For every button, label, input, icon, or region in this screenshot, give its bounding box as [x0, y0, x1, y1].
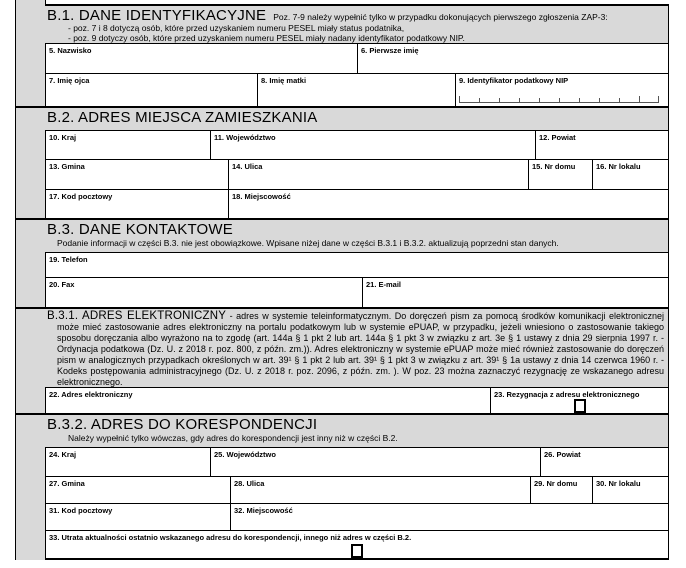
- field-13-label: 13. Gmina: [49, 162, 85, 171]
- field-27-label: 27. Gmina: [49, 479, 85, 488]
- field-32-label: 32. Miejscowość: [234, 506, 293, 515]
- nip-comb-cell: [499, 98, 519, 103]
- field-11-wojewodztwo[interactable]: [210, 130, 536, 160]
- field-5-label: 5. Nazwisko: [49, 46, 92, 55]
- section-b3-header: [15, 218, 669, 252]
- field-10-kraj[interactable]: [45, 130, 211, 160]
- nip-comb-cell: [639, 96, 659, 103]
- section-b2-title: B.2. ADRES MIEJSCA ZAMIESZKANIA: [47, 109, 318, 126]
- field-25-label: 25. Województwo: [214, 450, 276, 459]
- section-b1-header: [15, 6, 669, 43]
- field-23-rezygnacja: [490, 387, 669, 414]
- field-31-kod-pocztowy[interactable]: [45, 503, 231, 531]
- field-21-email[interactable]: [362, 277, 669, 308]
- section-b1-note-2: - poz. 9 dotyczy osób, które przed uzyskaniem numeru PESEL miały nadany identyfikator podatkowy NIP.: [68, 32, 465, 43]
- field-29-nr-domu[interactable]: [530, 476, 593, 504]
- section-b1-note-1: - poz. 7 i 8 dotyczą osób, które przed uzyskaniem numeru PESEL miały status podatnika,: [68, 23, 405, 33]
- field-10-label: 10. Kraj: [49, 133, 77, 142]
- section-b31-title: B.3.1. ADRES ELEKTRONICZNY: [47, 310, 227, 322]
- section-b2-header: [15, 106, 669, 130]
- field-24-kraj[interactable]: [45, 447, 211, 477]
- field-13-gmina[interactable]: [45, 159, 229, 190]
- section-b3-title: B.3. DANE KONTAKTOWE: [47, 221, 233, 238]
- section-b31-body: - adres w systemie teleinformatycznym. Do doręczeń pism za pomocą środków komunikacji elektronicznej może mieć zastosowanie adres elektroniczny na portalu podatkowym lub w systemie ePUAP, w przypadku, jeżeli wniesiono o zastosowanie takiego sposobu doręczania albo wyrażono na to zgodę (art. 144a § 1 pkt 2 lub art. 144a § 1 pkt 3 w związku z art. 3e § 1 ustawy z dnia 29 sierpnia 1997 r. - Ordynacja podatkowa (Dz. U. z 2018 r. poz. 800, z późn. zm.)). Adres elektroniczny w systemie ePUAP może mieć również zastosowanie do doręczeń pism w analogicznych przypadkach określonych w art. 39¹ § 1 pkt 2 lub art. 39¹ § 1 pkt 3 w związku z art. 39¹ § 1a ustawy z dnia 14 czerwca 1960 r. - Kodeks postępowania administracyjnego (Dz. U. z 2018 r. poz. 2096, z późn. zm. ). W poz. 23 można zaznaczyć rezygnację ze wskazanego adresu elektronicznego.: [57, 311, 664, 387]
- field-15-nr-domu[interactable]: [528, 159, 593, 190]
- nip-comb-cell: [619, 98, 639, 103]
- field-22-label: 22. Adres elektroniczny: [49, 390, 133, 399]
- nip-comb-input[interactable]: [459, 96, 659, 103]
- field-31-label: 31. Kod pocztowy: [49, 506, 113, 515]
- field-33-utrata-aktualnosci: [45, 530, 669, 560]
- field-9-label: 9. Identyfikator podatkowy NIP: [459, 76, 569, 85]
- field-19-label: 19. Telefon: [49, 255, 88, 264]
- nip-comb-cell: [519, 98, 539, 103]
- section-b31-header: [15, 307, 669, 387]
- section-b32-note: Należy wypełnić tylko wówczas, gdy adres do korespondencji jest inny niż w części B.2.: [68, 433, 398, 443]
- field-16-label: 16. Nr lokalu: [596, 162, 641, 171]
- field-20-label: 20. Fax: [49, 280, 75, 289]
- section-b32-title: B.3.2. ADRES DO KORESPONDENCJI: [47, 416, 318, 433]
- nip-comb-cell: [539, 98, 559, 103]
- field-30-nr-lokalu[interactable]: [592, 476, 669, 504]
- field-5-nazwisko[interactable]: [45, 43, 358, 74]
- field-25-wojewodztwo[interactable]: [210, 447, 541, 477]
- section-b32-header: [15, 413, 669, 447]
- field-14-label: 14. Ulica: [232, 162, 263, 171]
- field-17-kod-pocztowy[interactable]: [45, 189, 229, 219]
- field-28-ulica[interactable]: [230, 476, 531, 504]
- section-b1-title-note: Poz. 7-9 należy wypełnić tylko w przypadku dokonujących pierwszego zgłoszenia ZAP-3:: [273, 12, 608, 22]
- field-18-label: 18. Miejscowość: [232, 192, 291, 201]
- field-6-label: 6. Pierwsze imię: [361, 46, 419, 55]
- page-left-edge: [15, 0, 16, 560]
- field-33-label: 33. Utrata aktualności ostatnio wskazanego adresu do korespondencji, innego niż adres w części B.2.: [49, 533, 412, 542]
- field-9-nip[interactable]: [455, 73, 669, 107]
- nip-comb-cell: [599, 98, 619, 103]
- field-17-label: 17. Kod pocztowy: [49, 192, 113, 201]
- field-32-miejscowosc[interactable]: [230, 503, 669, 531]
- field-12-powiat[interactable]: [535, 130, 669, 160]
- checkbox-23-rezygnacja[interactable]: [574, 399, 586, 413]
- field-20-fax[interactable]: [45, 277, 363, 308]
- nip-comb-cell: [459, 96, 479, 103]
- field-6-pierwsze-imie[interactable]: [357, 43, 669, 74]
- field-22-adres-elektroniczny[interactable]: [45, 387, 491, 414]
- field-12-label: 12. Powiat: [539, 133, 576, 142]
- nip-comb-cell: [559, 98, 579, 103]
- field-26-powiat[interactable]: [540, 447, 669, 477]
- nip-comb-cell: [579, 98, 599, 103]
- field-29-label: 29. Nr domu: [534, 479, 578, 488]
- section-b1-title: B.1. DANE IDENTYFIKACYJNE: [47, 7, 267, 24]
- checkbox-33-utrata[interactable]: [351, 544, 363, 558]
- section-b3-note: Podanie informacji w części B.3. nie jest obowiązkowe. Wpisane niżej dane w części B.3.1 i B.3.2. aktualizują poprzedni stan danych.: [57, 238, 559, 248]
- field-7-label: 7. Imię ojca: [49, 76, 90, 85]
- field-23-label: 23. Rezygnacja z adresu elektronicznego: [494, 390, 640, 399]
- nip-comb-cell: [479, 98, 499, 103]
- field-24-label: 24. Kraj: [49, 450, 77, 459]
- field-16-nr-lokalu[interactable]: [592, 159, 669, 190]
- field-7-imie-ojca[interactable]: [45, 73, 258, 107]
- field-11-label: 11. Województwo: [214, 133, 276, 142]
- field-15-label: 15. Nr domu: [532, 162, 576, 171]
- field-28-label: 28. Ulica: [234, 479, 265, 488]
- field-27-gmina[interactable]: [45, 476, 231, 504]
- field-21-label: 21. E-mail: [366, 280, 402, 289]
- field-26-label: 26. Powiat: [544, 450, 581, 459]
- field-18-miejscowosc[interactable]: [228, 189, 669, 219]
- field-30-label: 30. Nr lokalu: [596, 479, 641, 488]
- field-19-telefon[interactable]: [45, 252, 669, 278]
- field-8-imie-matki[interactable]: [257, 73, 456, 107]
- field-8-label: 8. Imię matki: [261, 76, 307, 85]
- section-b31-paragraph: [15, 309, 669, 388]
- field-14-ulica[interactable]: [228, 159, 529, 190]
